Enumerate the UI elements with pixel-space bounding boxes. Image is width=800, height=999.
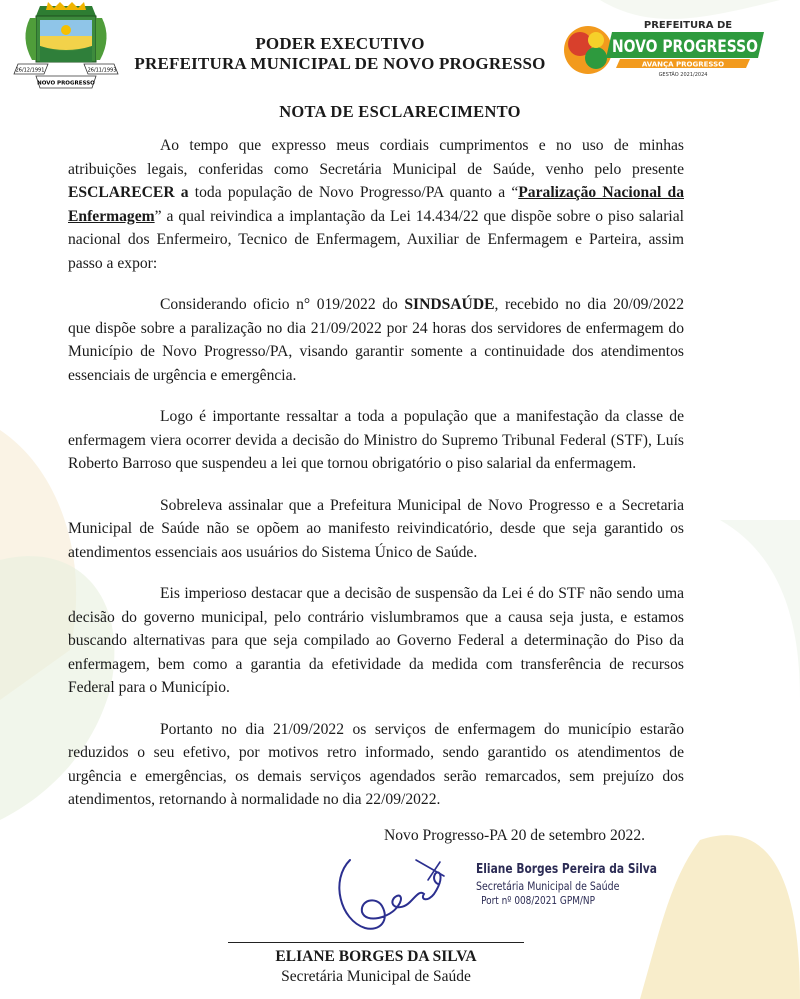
paragraph-5: Eis imperioso destacar que a decisão de suspensão da Lei é do STF não sendo uma decisão do governo municipal, pelo contrário vislumbramos que a causa seja justa, e estamos buscando alternativas para que seja compilado ao Governo Federal a determinação do Piso da enfermagem, bem como a garantia da efetividade da medida com transferência de recursos Federal para o Município. — [68, 585, 684, 696]
crest-right-date: 26/11/1993 — [87, 67, 117, 74]
handwritten-signature — [320, 840, 470, 940]
signature-line — [228, 942, 524, 943]
stamp-port: Port nº 008/2021 GPM/NP — [481, 895, 595, 907]
brand-main: NOVO PROGRESSO — [612, 37, 758, 57]
paragraph-3: Logo é importante ressaltar a toda a população que a manifestação da classe de enfermagem viera ocorrer devida a decisão do Ministro do Supremo Tribunal Federal (STF), Luís Roberto Barroso que suspendeu a lei que tornou obrigatório o piso salarial da enfermagem. — [68, 408, 684, 472]
document-title: NOTA DE ESCLARECIMENTO — [279, 102, 521, 121]
header-line-2: PREFEITURA MUNICIPAL DE NOVO PROGRESSO — [134, 54, 546, 73]
brand-slogan: AVANÇA PROGRESSO — [641, 60, 725, 69]
header-title-block — [130, 34, 550, 74]
paragraph-2: Considerando oficio n° 019/2022 do SINDSAÚDE, recebido no dia 20/09/2022 que dispõe sobre a paralização no dia 21/09/2022 por 24 horas dos servidores de enfermagem do Município de Novo Progresso/PA, visando garantir somente a continuidade dos atendimentos essenciais de urgência e emergência. — [68, 296, 685, 384]
date-line: Novo Progresso-PA 20 de setembro 2022. — [384, 827, 646, 844]
signatory-name: ELIANE BORGES DA SILVA — [275, 948, 477, 965]
document-body — [68, 134, 684, 830]
crest-banner: NOVO PROGRESSO — [37, 80, 95, 87]
paragraph-4: Sobreleva assinalar que a Prefeitura Municipal de Novo Progresso e a Secretaria Municipal de Saúde não se opõem ao manifesto reivindicatório, desde que seja garantido os atendimentos essenciais aos usuários do Sistema Único de Saúde. — [68, 496, 684, 561]
stamp-name: Eliane Borges Pereira da Silva — [476, 862, 657, 877]
header-line-1: PODER EXECUTIVO — [255, 34, 425, 53]
paragraph-6: Portanto no dia 21/09/2022 os serviços de enfermagem do município estarão reduzidos o seu efetivo, por motivos retro informado, sendo garantido os atendimentos de urgência e emergências, os demais serviços agendados serão remarcados, sem prejuízo dos atendimentos, retornando à normalidade no dia 22/09/2022. — [68, 720, 684, 808]
signatory-role: Secretária Municipal de Saúde — [281, 968, 471, 985]
municipal-crest-logo — [10, 2, 122, 90]
paragraph-1: Ao tempo que expresso meus cordiais cumprimentos e no uso de minhas atribuições legais, conferidas como Secretária Municipal de Saúde, venho pelo presente ESCLARECER a toda população de Novo Progresso/PA quanto a “Paralização Nacional da Enfermagem” a qual reivindica a implantação da Lei 14.434/22 que dispõe sobre o piso salarial nacional dos Enfermeiro, Tecnico de Enfermagem, Auxiliar de Enfermagem e Parteira, assim passo a expor: — [68, 137, 685, 272]
brand-term: GESTÃO 2021/2024 — [658, 72, 708, 78]
prefeitura-brand-logo — [560, 16, 770, 82]
brand-top: PREFEITURA DE — [643, 20, 733, 31]
crest-left-date: 26/12/1991 — [15, 67, 45, 74]
signature-stamp — [476, 862, 656, 907]
stamp-role: Secretária Municipal de Saúde — [476, 879, 620, 893]
